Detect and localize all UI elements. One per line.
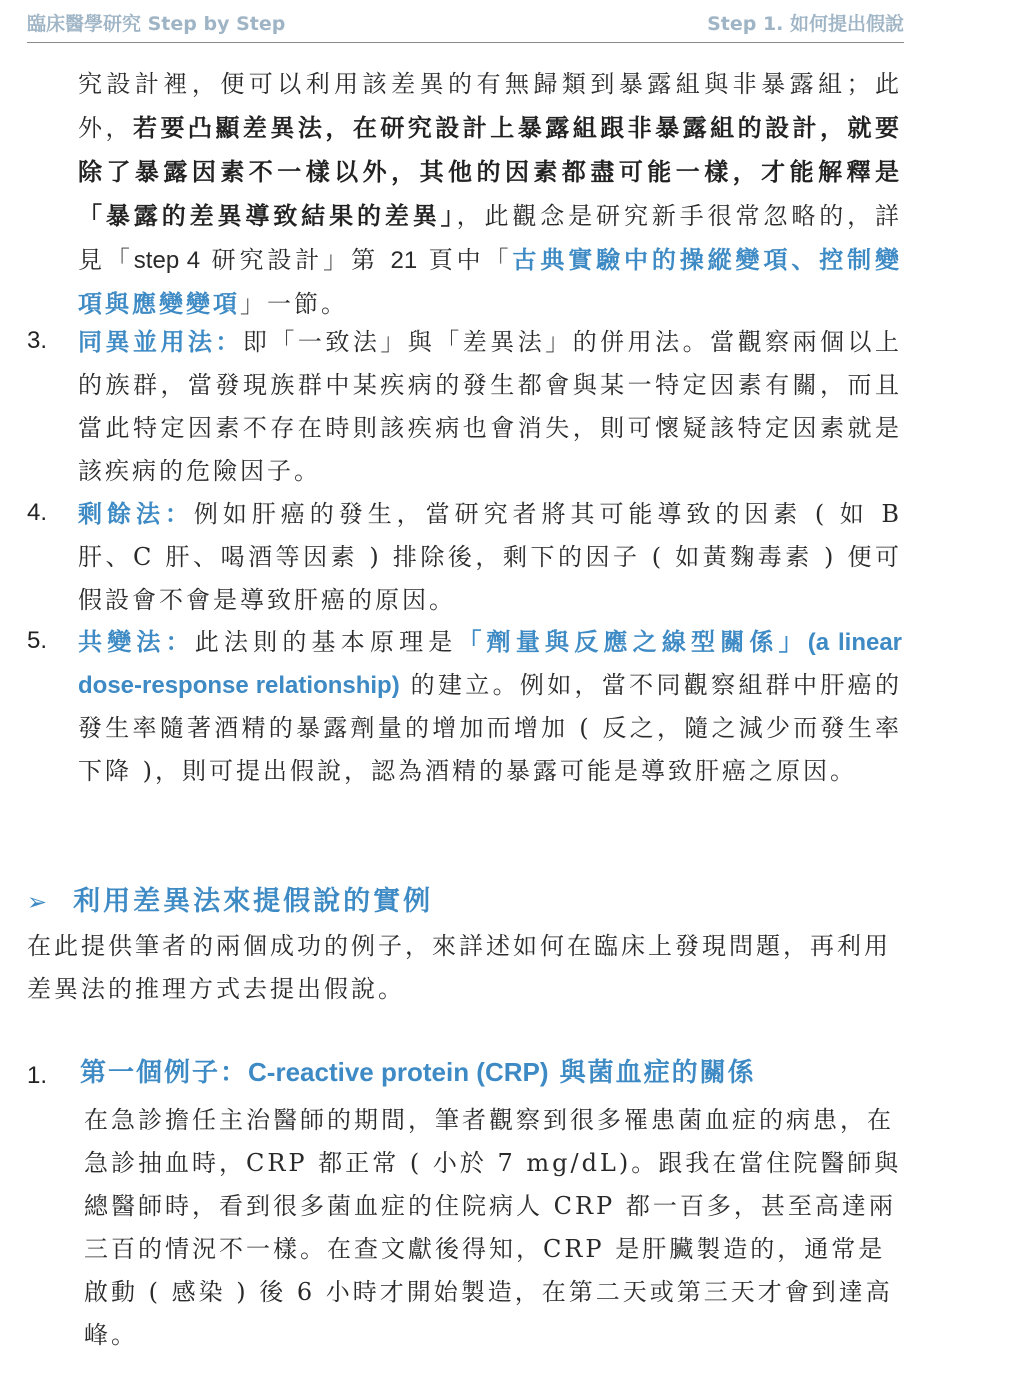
page-ref: 21	[390, 247, 418, 274]
continuation-text-3: 研究設計」第	[211, 246, 379, 274]
chapter-title: Step 1. 如何提出假說	[707, 13, 904, 35]
emphasis-text: 若要凸顯差異法，在研究設計上暴露組跟非暴露組的設計，就要除了暴露因素不一樣以外，其他的因素都盡可能一樣，才能解釋是「暴露的差異導致結果的差異」	[78, 113, 903, 230]
section-heading-text: 利用差異法來提假說的實例	[73, 886, 434, 917]
continuation-text-1: 究設計裡，便可以利用該差異的有無歸類到暴露組與非暴露組；此外，	[78, 70, 902, 142]
example-body: 在急診擔任主治醫師的期間，筆者觀察到很多罹患菌血症的病患，在急診抽血時，CRP 都正常 ( 小於 7 mg/dL)。跟我在當住院醫師與總醫師時，看到很多菌血症的住院病人 CRP 都一百多，甚至高達兩三百的情況不一樣。在查文獻後得知，CRP 是肝臟製造的，通常是啟動 ( 感染 ) 後 6 小時才開始製造，在第二天或第三天才會到達高峰。	[84, 1106, 902, 1349]
continuation-paragraph	[78, 63, 902, 326]
item-body-continued: 的建立。例如，當不同觀察組群中肝癌的發生率隨著酒精的暴露劑量的增加而增加 ( 反之，隨之減少而發生率下降 )，則可提出假說，認為酒精的暴露可能是導致肝癌之原因。	[78, 671, 902, 785]
book-title: 臨床醫學研究 Step by Step	[27, 13, 286, 35]
example-title	[80, 1052, 756, 1089]
highlight-english: (a linear dose-response relationship)	[78, 629, 903, 699]
item-number: 4.	[27, 499, 48, 526]
list-item	[78, 492, 902, 622]
item-title: 共變法：	[78, 627, 195, 656]
example-number: 1.	[27, 1062, 48, 1089]
continuation-text-5: 」一節。	[240, 290, 348, 318]
item-title: 同異並用法：	[78, 327, 243, 356]
list-item	[78, 620, 902, 793]
example-title-english: C-reactive protein (CRP)	[248, 1057, 549, 1087]
section-heading	[27, 879, 433, 918]
item-title: 剩餘法：	[78, 499, 194, 528]
item-body: 例如肝癌的發生，當研究者將其可能導致的因素 ( 如 B 肝、C 肝、喝酒等因素 ) 排除後，剩下的因子 ( 如黃麴毒素 ) 便可假設會不會是導致肝癌的原因。	[78, 500, 903, 614]
continuation-text-4: 頁中「	[428, 246, 513, 274]
example-title-suffix: 與菌血症的關係	[559, 1058, 756, 1088]
example-title-prefix: 第一個例子：	[80, 1058, 249, 1088]
page-header	[27, 6, 904, 43]
section-link[interactable]: 古典實驗中的操縱變項、控制變項與應變變項	[78, 245, 903, 318]
item-body: 即「一致法」與「差異法」的併用法。當觀察兩個以上的族群，當發現族群中某疾病的發生都會與某一特定因素有關，而且當此特定因素不存在時則該疾病也會消失，則可懷疑該特定因素就是該疾病的危險因子。	[78, 328, 903, 485]
continuation-text-2: ，此觀念是研究新手很常忽略的，詳見「	[78, 202, 903, 274]
item-number: 5.	[27, 627, 48, 654]
item-body: 此法則的基本原理是	[194, 628, 458, 656]
list-item	[78, 320, 902, 493]
section-intro: 在此提供筆者的兩個成功的例子，來詳述如何在臨床上發現問題，再利用差異法的推理方式去提出假說。	[27, 932, 891, 1003]
highlight-text: 「劑量與反應之線型關係」	[457, 627, 808, 656]
arrow-bullet-icon: ➢	[27, 888, 48, 916]
item-number: 3.	[27, 327, 48, 354]
step-ref: step 4	[133, 247, 201, 274]
